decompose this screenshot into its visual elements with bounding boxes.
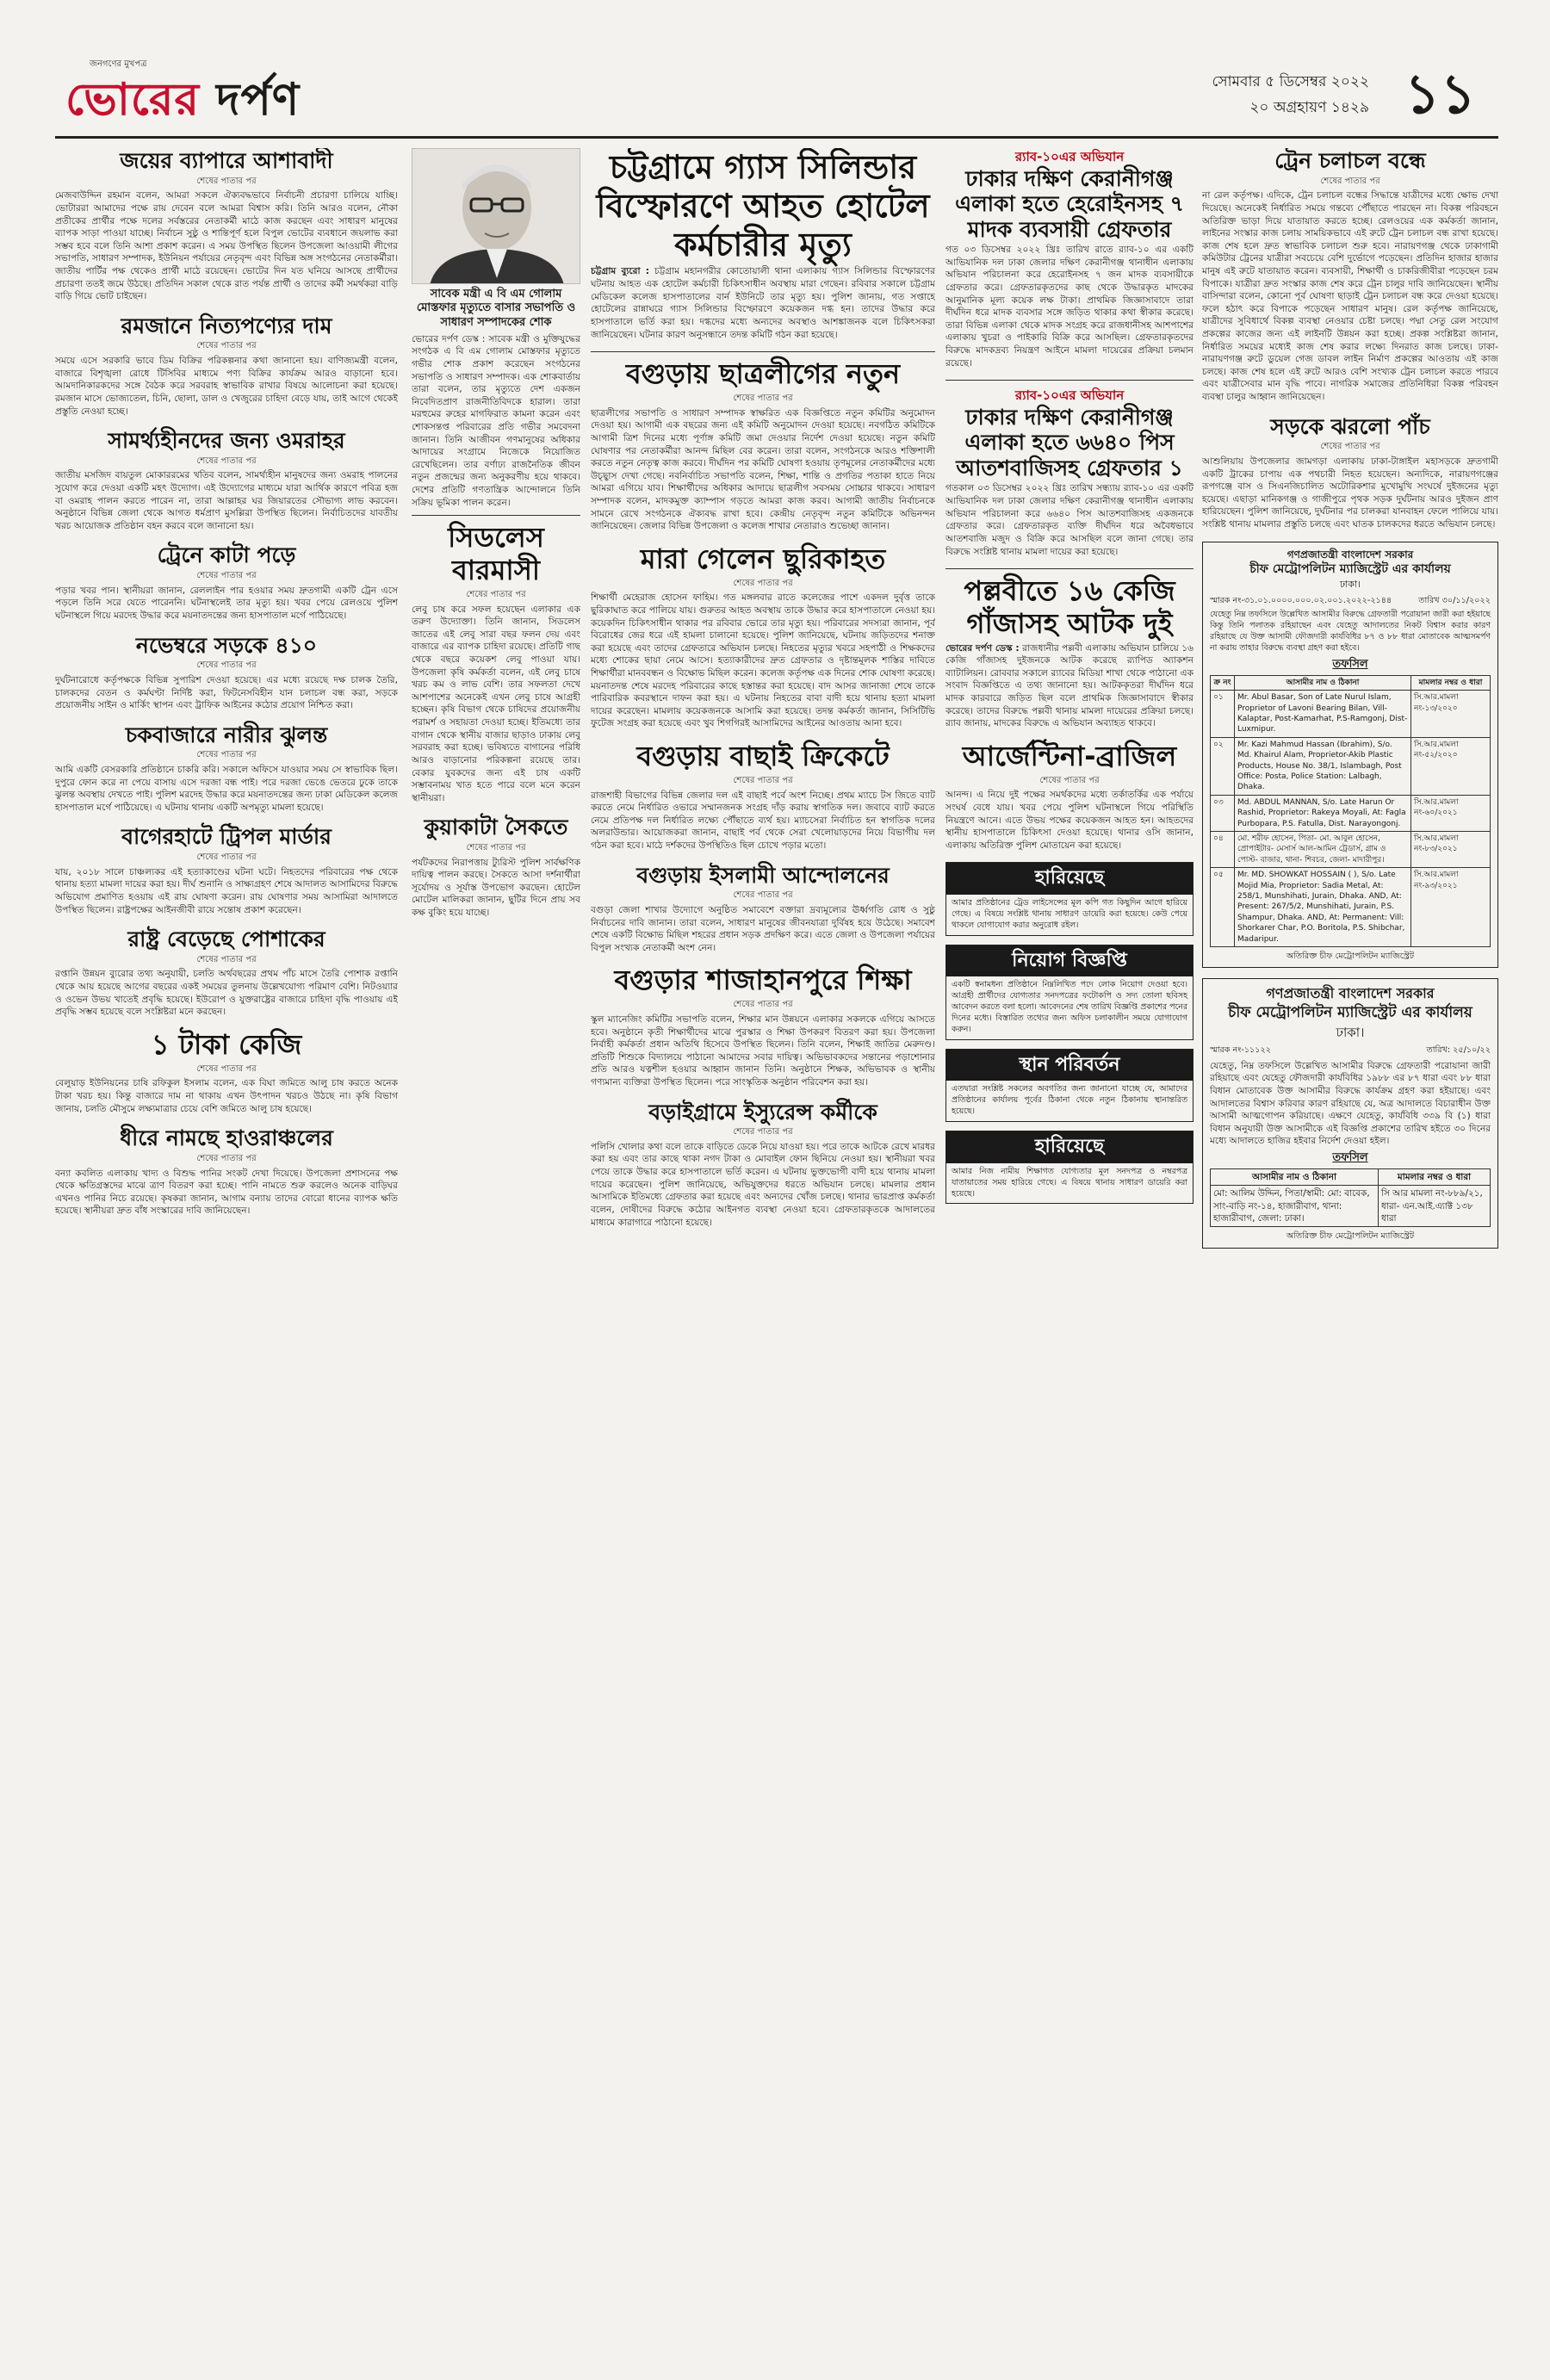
classified-ad-title: হারিয়েছে [946,1131,1193,1162]
notice-body: যেহেতু নিম্ন তফসিলে উল্লেখিত আসামীর বিরুদ্ধে গ্রেফতারী পরোয়ানা জারী করা হইয়াছে কিন্তু তিনি পলাতক রহিয়াছেন এবং যেহেতু আদালতের নিকট বিশ্বাস করার কারণ রহিয়াছে যে উক্ত আসামী ফৌজদারী কার্যবিধির ৮৭ ও ৮৮ ধারা মোতাবেক আত্মসমর্পণ না করায় তাহার বিরুদ্ধে ব্যবস্থা গ্রহণ করা হইবে। [1210,609,1491,653]
column-4 [946,148,1194,2352]
table-header-row [1211,675,1491,690]
masthead-tagline: জনগণের মুখপত্র [90,59,147,69]
continuation-label: শেষের পাতার পর [196,1153,257,1163]
article-headline: চকবাজারে নারীর ঝুলন্ত [125,722,328,747]
table-row [1211,795,1491,831]
table-cell: ০৪ [1211,831,1235,867]
table-cell: ০২ [1211,737,1235,795]
article [591,964,935,1088]
article-headline: বগুড়ার শাজাহানপুরে শিক্ষা [614,964,912,997]
article-body: পড়ার খবর পান। স্থানীয়রা জানান, রেললাইন পার হওয়ার সময় দ্রুতগামী একটি ট্রেন এসে পড়লে তিনি সরে যেতে পারেননি। ঘটনাস্থলেই তার মৃত্যু হয়। খবর পেয়ে রেলওয়ে পুলিশ ঘটনাস্থলে গিয়ে মরদেহ উদ্ধার করে ময়নাতদন্তের জন্য হাসপাতাল মর্গে পাঠিয়েছে। [55,585,398,621]
continuation-label: শেষের পাতার পর [196,176,257,186]
article [1202,414,1498,531]
article-headline: ঢাকার দক্ষিণ কেরানীগঞ্জ এলাকা হতে ৬৬৪০ পিস আতশবাজিসহ গ্রেফতার ১ [956,404,1183,480]
classified-ad-title: নিয়োগ বিজ্ঞপ্তি [946,945,1193,976]
table-cell: Mr. Abul Basar, Son of Late Nurul Islam, Proprietor of Lavoni Bearing Bilan, Vill- Kalaptar, Post-Kamarhat, P.S-Ramgonj, Dist-Luxmipur. [1235,691,1411,738]
article-headline: পল্লবীতে ১৬ কেজি গাঁজাসহ আটক দুই [964,574,1175,640]
article-body: আনন্দ। এ নিয়ে দুই পক্ষের সমর্থকদের মধ্যে তর্কাতর্কির এক পর্যায়ে সংঘর্ষ বেধে যায়। খবর পেয়ে পুলিশ ঘটনাস্থলে গিয়ে পরিস্থিতি নিয়ন্ত্রণে আনে। এতে উভয় পক্ষের কয়েকজন আহত হন। আহতদের স্থানীয় হাসপাতালে চিকিৎসা দেওয়া হয়েছে। থানার ওসি জানান, এলাকায় অতিরিক্ত পুলিশ মোতায়েন করা হয়েছে। [946,790,1194,851]
continuation-label: শেষের পাতার পর [196,852,257,862]
article-kicker: র‍্যাব-১০এর অভিযান [1014,149,1125,164]
divider [946,568,1194,569]
article-body: আশুলিয়ায় উপজেলার জামগড়া এলাকায় ঢাকা-টাঙ্গাইল মহাসড়কে দ্রুতগামী একটি ট্রাকের চাপায় এক পথচারী নিহত হয়েছেন। অন্যদিকে, নারায়ণগঞ্জের রূপগঞ্জে বাস ও সিএনজিচালিত অটোরিকশার মুখোমুখি সংঘর্ষে দুইজনের মৃত্যু হয়েছে। এছাড়া মানিকগঞ্জ ও গাজীপুরে পৃথক সড়ক দুর্ঘটনায় আরও দুইজন প্রাণ হারিয়েছেন। পুলিশ জানিয়েছে, দুর্ঘটনার পর চালকরা যানবাহন ফেলে পালিয়ে যায়। সংশ্লিষ্ট থানায় মামলার প্রস্তুতি চলছে এবং ঘাতক চালকদের ধরতে অভিযান চলছে। [1202,456,1498,530]
table-cell: সি.আর.মামলা নং-৬০/২০২১ [1411,795,1491,831]
column-header: মামলার নম্বর ও ধারা [1379,1168,1491,1185]
column-header: ক্র নং [1211,675,1235,690]
article [1202,148,1498,404]
article-body: বেলুয়াড় ইউনিয়নের চাষি রফিকুল ইসলাম বলেন, এক বিঘা জমিতে আলু চাষ করতে অনেক টাকা খরচ হয়। কিন্তু বাজারে দাম না থাকায় এখন উৎপাদন খরচও উঠছে না। কৃষি বিভাগ জানায়, চলতি মৌসুমে লক্ষ্যমাত্রার চেয়ে বেশি জমিতে আলু চাষ হয়েছে। [55,1078,398,1114]
table-cell: সি.আর.মামলা নং-১৩/২০২০ [1411,691,1491,738]
continuation-label: শেষের পাতার পর [1039,775,1100,785]
column-header: আসামীর নাম ও ঠিকানা [1211,1168,1379,1185]
article-body: রাজশাহী বিভাগের বিভিন্ন জেলার দল এই বাছাই পর্বে অংশ নিচ্ছে। প্রথম ম্যাচে টস জিতে ব্যাট করতে নেমে নির্ধারিত ওভারে সম্মানজনক সংগ্রহ দাঁড় করায় স্বাগতিক দল। জবাবে ব্যাট করতে নেমে প্রতিপক্ষ দল নির্ধারিত লক্ষ্যে পৌঁছাতে ব্যর্থ হয়। ম্যাচসেরা নির্বাচিত হন স্বাগতিক দলের অলরাউন্ডার। আয়োজকরা জানান, বাছাই পর্ব থেকে সেরা খেলোয়াড়দের নিয়ে বিভাগীয় দল গঠন করা হবে। মাঠে দর্শকদের উপস্থিতিও ছিল চোখে পড়ার মতো। [591,790,935,852]
photo-block [412,148,580,509]
article-headline: বগুড়ায় বাছাই ক্রিকেটে [636,740,890,773]
article-headline: কুয়াকাটা সৈকতে [424,815,568,840]
table-cell: Mr. MD. SHOWKAT HOSSAIN ( ), S/o. Late Mojid Mia, Proprietor: Sadia Metal, At: 258/1, Munshihati, Jurain, Dhaka. AND, At: Present: 267/5/2, Munshihati, Jurain, P.S. Shampur, Dhaka. AND, At: Permanent: Vill: Shorkarer Char, P.O. Boritola, P.S. Shibchar, Madaripur. [1235,868,1411,947]
article-headline: বড়াইগ্রামে ইস্যুরেন্স কর্মীকে [648,1099,877,1125]
classified-ad-title: হারিয়েছে [946,863,1193,894]
notice-memo-number: স্মারক নং-১১১২২ [1210,1045,1271,1056]
table-cell: ০১ [1211,691,1235,738]
logo-part-a: ভোরের [65,73,201,126]
masthead-date-gregorian: সোমবার ৫ ডিসেম্বর ২০২২ [1212,73,1369,90]
continuation-label: শেষের পাতার পর [196,570,257,580]
continuation-label: শেষের পাতার পর [196,456,257,466]
notice-office: চীফ মেট্রোপলিটন ম্যাজিস্ট্রেট এর কার্যালয় [1228,1004,1472,1022]
table-cell: সি.আর.মামলা নং-৫২/২০২০ [1411,737,1491,795]
article-body: গত ০৩ ডিসেম্বর ২০২২ খ্রিঃ তারিখ রাতে র‍্যাব-১০ এর একটি আভিযানিক দল ঢাকা জেলার দক্ষিণ কেরানীগঞ্জ থানাধীন এলাকায় অভিযান পরিচালনা করে হেরোইনসহ ৭ জন মাদক ব্যবসায়ীকে গ্রেফতার করে। গ্রেফতারকৃতদের কাছ থেকে উদ্ধারকৃত মাদকের আনুমানিক মূল্য কয়েক লক্ষ টাকা। প্রাথমিক জিজ্ঞাসাবাদে তারা দীর্ঘদিন ধরে মাদক ব্যবসার সঙ্গে জড়িত থাকার কথা স্বীকার করেছে। তারা বিভিন্ন এলাকা থেকে মাদক সংগ্রহ করে রাজধানীসহ আশপাশের এলাকায় খুচরা ও পাইকারি বিক্রি করে আসছিল। গ্রেফতারকৃতদের বিরুদ্ধে মাদকদ্রব্য নিয়ন্ত্রণ আইনে মামলা দায়েরের প্রক্রিয়া চলমান রয়েছে। [946,245,1194,369]
article-text: রাজধানীর পল্লবী এলাকায় অভিযান চালিয়ে ১৬ কেজি গাঁজাসহ দুইজনকে আটক করেছে র‍্যাপিড অ্যাকশন ব্যাটালিয়ন। রোববার সকালে র‍্যাবের মিডিয়া শাখা থেকে পাঠানো এক সংবাদ বিজ্ঞপ্তিতে এ তথ্য জানানো হয়। আটককৃতরা দীর্ঘদিন ধরে মাদক কারবারে জড়িত ছিল বলে প্রাথমিক জিজ্ঞাসাবাদে স্বীকার করেছে। তাদের বিরুদ্ধে পল্লবী থানায় মামলা দায়েরের প্রক্রিয়া চলছে। র‍্যাব জানায়, মাদকের বিরুদ্ধে এ অভিযান অব্যাহত থাকবে। [946,642,1194,729]
article [591,741,935,852]
divider [946,380,1194,381]
notice-date: তারিখ: ২৫/১০/২২ [1426,1045,1491,1056]
continuation-label: শেষের পাতার পর [466,589,526,599]
classified-ad-body: আমার প্রতিষ্ঠানের ট্রেড লাইসেন্সের মূল কপি গত কিছুদিন আগে হারিয়ে গেছে। এ বিষয়ে সংশ্লিষ্ট থানায় সাধারণ ডায়েরি করা হয়েছে। কেউ পেয়ে থাকলে যোগাযোগ করার অনুরোধ রইল। [952,897,1187,930]
masthead-date-bangla: ২০ অগ্রহায়ণ ১৪২৯ [1249,99,1369,116]
article [412,522,580,804]
article [591,863,935,955]
portrait-illustration [412,149,580,284]
masthead [55,53,1498,139]
article [55,1125,398,1218]
classified-ad-body: এতদ্বারা সংশ্লিষ্ট সকলের অবগতির জন্য জানানো যাচ্ছে যে, আমাদের প্রতিষ্ঠানের কার্যালয় পূর্বের ঠিকানা থেকে নতুন ঠিকানায় স্থানান্তরিত হয়েছে। [952,1084,1187,1117]
article-body: পর্যটকদের নিরাপত্তায় ট্যুরিস্ট পুলিশ সার্বক্ষণিক দায়িত্ব পালন করছে। সৈকতে আসা দর্শনার্থীরা সূর্যোদয় ও সূর্যাস্ত উপভোগ করছেন। হোটেল মোটেল মালিকরা জানান, ছুটির দিনে প্রায় সব কক্ষ বুকিং হয়ে যাচ্ছে। [412,857,580,919]
article [55,1029,398,1115]
article-body: ছাত্রলীগের সভাপতি ও সাধারণ সম্পাদক স্বাক্ষরিত এক বিজ্ঞপ্তিতে নতুন কমিটির অনুমোদন দেওয়া হয়। আগামী এক বছরের জন্য এই কমিটি অনুমোদন দেওয়া হয়েছে। নবগঠিত কমিটিকে আগামী ত্রিশ দিনের মধ্যে পূর্ণাঙ্গ কমিটি জমা দেওয়ার নির্দেশ দেওয়া হয়েছে। নতুন কমিটি ঘোষণার পর নেতাকর্মীরা আনন্দ মিছিল বের করেন। তারা বলেন, সংগঠনকে আরও শক্তিশালী করতে নতুন নেতৃত্ব কাজ করবে। দীর্ঘদিন পর কমিটি ঘোষণা হওয়ায় তৃণমূলের নেতাকর্মীদের মধ্যে উচ্ছ্বাস দেখা গেছে। নবনির্বাচিত সভাপতি বলেন, শিক্ষা, শান্তি ও প্রগতির পতাকা হাতে নিয়ে আমরা এগিয়ে যাব। শিক্ষার্থীদের অধিকার আদায়ে ছাত্রলীগ সবসময় সোচ্চার থাকবে। সাধারণ সম্পাদক বলেন, মাদকমুক্ত ক্যাম্পাস গড়তে আমরা কাজ করব। আগামী জাতীয় নির্বাচনকে সামনে রেখে সংগঠনকে ঐক্যবদ্ধ রাখা হবে। কেন্দ্রীয় নেতৃবৃন্দ নতুন কমিটিকে অভিনন্দন জানিয়েছেন। জেলার বিভিন্ন উপজেলা ও কলেজ শাখার নেতারাও শুভেচ্ছা জানান। [591,407,935,532]
continuation-label: শেষের পাতার পর [196,341,257,351]
column-header: মামলার নম্বর ও ধারা [1411,675,1491,690]
article-headline: সিডলেস বারমাসী [448,521,544,587]
table-cell: মো. শরীফ হোসেন, পিতা- মো. আবুল হোসেন, প্রোপাইটার- মেসার্স আল-আমিন ট্রেডার্স, গ্রাম ও পোস্ট- বাজার, থানা- শিবচর, জেলা- মাদারীপুর। [1235,831,1411,867]
continuation-label: শেষের পাতার পর [196,750,257,760]
article [591,358,935,533]
classified-ad [946,1131,1194,1204]
article [946,575,1194,730]
column-2 [412,148,580,2352]
table-row [1211,737,1491,795]
table-row [1211,868,1491,947]
table-cell: সি.আর.মামলা নং-৮৩/২০২১ [1411,831,1491,867]
notice-signature: অতিরিক্ত চীফ মেট্রোপলিটন ম্যাজিস্ট্রেট [1286,951,1415,962]
article-headline: বগুড়ায় ছাত্রলীগের নতুন [625,357,901,391]
continuation-label: শেষের পাতার পর [733,1000,793,1010]
article-body: বগুড়া জেলা শাখার উদ্যোগে অনুষ্ঠিত সমাবেশে বক্তারা দ্রব্যমূল্যের ঊর্ধ্বগতি রোধ ও সুষ্ঠু নির্বাচনের দাবি জানান। তারা বলেন, সাধারণ মানুষের জীবনযাত্রা দুর্বিষহ হয়ে উঠেছে। সমাবেশ শেষে একটি বিক্ষোভ মিছিল শহরের প্রধান সড়ক প্রদক্ষিণ করে। এতে জেলা ও উপজেলা পর্যায়ের বিপুল সংখ্যক নেতাকর্মী অংশ নেন। [591,904,935,953]
article-body: মেজবাউদ্দিন রহমান বলেন, আমরা সকলে ঐক্যবদ্ধভাবে নির্বাচনী প্রচারণা চালিয়ে যাচ্ছি। ভোটাররা আমাদের পক্ষে রায় দেবেন বলে আমরা বিশ্বাস করি। তিনি আরও বলেন, নৌকা প্রতীকের প্রার্থীর পক্ষে দলের সর্বস্তরের নেতাকর্মী মাঠে কাজ করছেন এবং সাধারণ মানুষের ব্যাপক সাড়া পাওয়া যাচ্ছে। নির্বাচন সুষ্ঠু ও শান্তিপূর্ণ হলে বিপুল ভোটের ব্যবধানে জয়লাভ করা সম্ভব হবে বলে তিনি আশা প্রকাশ করেন। এ সময় উপস্থিত ছিলেন উপজেলা আওয়ামী লীগের সভাপতি, সাধারণ সম্পাদক, ইউনিয়ন পর্যায়ের নেতৃবৃন্দ এবং বিভিন্ন অঙ্গ সংগঠনের নেতাকর্মীরা। জাতীয় পার্টির পক্ষ থেকেও প্রার্থী মাঠে রয়েছেন। ভোটের দিন যত ঘনিয়ে আসছে প্রার্থীদের প্রচারণা ততই জমে উঠছে। প্রতিদিন সকাল থেকে রাত পর্যন্ত প্রার্থী ও তাদের কর্মী সমর্থকরা বাড়ি বাড়ি গিয়ে ভোট চাইছেন। [55,190,398,302]
notice-body: যেহেতু, নিম্ন তফসিলে উল্লেখিত আসামীর বিরুদ্ধে গ্রেফতারী পরোয়ানা জারী রহিয়াছে এবং যেহেতু ফৌজদারী কার্যবিধির ১৯৮৮ এর ৮৭ ধারা এবং ৮৮ ধারা বিধান মোতাবেক উক্ত আসামীর বিরুদ্ধে কার্যক্রম গ্রহণ করা হইয়াছে। এবং আদালতের বিশ্বাস করিবার কারণ রহিয়াছে যে, অত্র আদালতে বিচারাধীন উক্ত আসামী আত্মগোপন করিয়াছে। এক্ষণে যেহেতু, কার্যবিধি ৩৩৯ বি (১) ধারা বিধান অনুযায়ী উক্ত আসামীকে এই বিজ্ঞপ্তি প্রকাশের তারিখ হইতে ৩০ দিনের মধ্যে আদালতে হাজির হইবার নির্দেশ দেওয়া হইল। [1210,1060,1491,1147]
table-row [1211,1186,1491,1227]
article-headline: ট্রেনে কাটা পড়ে [157,542,296,568]
notice-office: চীফ মেট্রোপলিটন ম্যাজিস্ট্রেট এর কার্যালয় [1249,562,1451,577]
logo-part-b: দর্পণ [200,73,301,126]
article-body [946,642,1194,730]
continuation-label: শেষের পাতার পর [733,775,793,785]
article-headline: ১ টাকা কেজি [151,1027,302,1061]
notice-reference [1210,595,1491,606]
notice-government: গণপ্রজাতন্ত্রী বাংলাদেশ সরকার [1266,985,1435,1002]
masthead-rule [55,136,1498,139]
divider [591,351,935,352]
notice-table [1210,675,1491,947]
table-header-row [1211,1168,1491,1185]
article-body: জাতীয় মসজিদ বায়তুল মোকাররমের খতিব বলেন, সামর্থ্যহীন মানুষদের জন্য ওমরাহ পালনের সুযোগ করে দেওয়া একটি মহৎ উদ্যোগ। এই উদ্যোগের মাধ্যমে যারা আর্থিক কারণে পবিত্র হজ বা ওমরাহ পালন করতে পারেন না, তারা আল্লাহর ঘর জিয়ারতের সৌভাগ্য লাভ করবেন। অনুষ্ঠানে বিভিন্ন জেলা থেকে আগত ধর্মপ্রাণ মুসল্লিরা উপস্থিত ছিলেন। নির্বাচিতদের যাবতীয় খরচ আয়োজক প্রতিষ্ঠান বহন করবে বলে জানানো হয়। [55,470,398,531]
article-headline: রমজানে নিত্যপণ্যের দাম [121,313,332,338]
notice-city: ঢাকা। [1336,1024,1365,1040]
lead-headline: চট্টগ্রামে গ্যাস সিলিন্ডার বিস্ফোরণে আহত হোটেল কর্মচারীর মৃত্যু [596,148,930,263]
classified-ad-body: একটি স্বনামধন্য প্রতিষ্ঠানে নিম্নলিখিত পদে লোক নিয়োগ দেওয়া হবে। আগ্রহী প্রার্থীদের যোগ্যতার সনদপত্রের ফটোকপি ও সদ্য তোলা ছবিসহ আবেদন করতে বলা হলো। আবেদনের শেষ তারিখ বিজ্ঞপ্তি প্রকাশের পনের দিনের মধ্যে। বিস্তারিত তথ্যের জন্য অফিস চলাকালীন সময়ে যোগাযোগ করুন। [952,980,1187,1034]
classified-ad-title: স্থান পরিবর্তন [946,1050,1193,1081]
article-headline: রাষ্ট্র বেড়েছে পোশাকের [127,927,326,952]
article [55,722,398,815]
article-headline: আর্জেন্টিনা-ব্রাজিল [962,739,1177,772]
continuation-label: শেষের পাতার পর [1320,176,1380,186]
article [55,927,398,1019]
article-body: আমি একটি বেসরকারি প্রতিষ্ঠানে চাকরি করি। সকালে অফিসে যাওয়ার সময় সে স্বাভাবিক ছিল। দুপুরে ফোন করে না পেয়ে বাসায় এসে দরজা বন্ধ পাই। পরে দরজা ভেঙে ভেতরে ঢুকে তাকে ঝুলন্ত অবস্থায় দেখতে পাই। পুলিশ মরদেহ উদ্ধার করে ময়নাতদন্তের জন্য ঢাকা মেডিকেল কলেজ হাসপাতাল মর্গে পাঠিয়েছে। এ ঘটনায় থানায় একটি অপমৃত্যু মামলা হয়েছে। [55,765,398,813]
table-cell: ০৫ [1211,868,1235,947]
article [412,815,580,919]
article-headline: নভেম্বরে সড়কে ৪১০ [135,632,318,658]
lead-article [591,148,935,341]
photo-caption: সাবেক মন্ত্রী এ বি এম গোলাম মোস্তফার মৃত্যুতে বাসার সভাপতি ও সাধারণ সম্পাদকের শোক [416,288,576,329]
notice-date: তারিখ ৩০/১১/২০২২ [1418,595,1491,605]
notice-reference [1210,1044,1491,1056]
classified-ad [946,862,1194,935]
table-cell: সি আর মামলা নং-৮৮৯/২১, ধারা- এন.আই.এ্যাক্ট ১৩৮ ধারা [1379,1186,1491,1227]
continuation-label: শেষের পাতার পর [196,660,257,671]
article-body: শিক্ষার্থী মেহেরাজ হোসেন ফাহিম। গত মঙ্গলবার রাতে কলেজের পাশে একদল দুর্বৃত্ত তাকে ছুরিকাঘাত করে পালিয়ে যায়। গুরুতর আহত অবস্থায় তাকে উদ্ধার করে হাসপাতালে নেওয়া হয়। কয়েকদিন চিকিৎসাধীন থাকার পর রবিবার ভোরে তার মৃত্যু হয়। পরিবারের সদস্যরা জানান, পূর্ব বিরোধের জের ধরে এই হামলা চালানো হয়েছে। পুলিশ জানিয়েছে, ঘটনায় জড়িতদের শনাক্ত করা হয়েছে এবং তাদের গ্রেফতারে অভিযান চলছে। নিহতের মৃত্যুর খবরে সহপাঠী ও শিক্ষকদের মধ্যে শোকের ছায়া নেমে আসে। হত্যাকারীদের দ্রুত গ্রেফতার ও দৃষ্টান্তমূলক শাস্তির দাবিতে শিক্ষার্থীরা মানববন্ধন ও বিক্ষোভ মিছিল করেন। কলেজ কর্তৃপক্ষ এক দিনের শোক ঘোষণা করেছে। ময়নাতদন্ত শেষে মরদেহ পরিবারের কাছে হস্তান্তর করা হয়েছে। বাদ আসর জানাজা শেষে তাকে পারিবারিক কবরস্থানে দাফন করা হয়। এ ঘটনায় নিহতের বাবা বাদী হয়ে থানায় হত্যা মামলা দায়ের করেছেন। মামলায় কয়েকজনকে আসামি করা হয়েছে। তদন্ত কর্মকর্তা জানান, সিসিটিভি ফুটেজ সংগ্রহ করা হয়েছে এবং খুব শিগগিরই আসামিদের আইনের আওতায় আনা হবে। [591,592,935,729]
continuation-label: শেষের পাতার পর [733,1127,793,1137]
article-body: লেবু চাষ করে সফল হয়েছেন এলাকার এক তরুণ উদ্যোক্তা। তিনি জানান, সিডলেস জাতের এই লেবু সারা বছর ফলন দেয় এবং বাজারে এর ব্যাপক চাহিদা রয়েছে। প্রতিটি গাছ থেকে বছরে কয়েকশ লেবু পাওয়া যায়। উপজেলা কৃষি কর্মকর্তা বলেন, এই লেবু চাষে খরচ কম ও লাভ বেশি। তার সফলতা দেখে আশপাশের অনেকেই এখন লেবু চাষে আগ্রহী হচ্ছেন। কৃষি বিভাগ থেকে চাষিদের প্রয়োজনীয় পরামর্শ ও সহায়তা দেওয়া হচ্ছে। ইতিমধ্যে তার বাগান থেকে স্থানীয় বাজার ছাড়াও ঢাকায় লেবু সরবরাহ করা হচ্ছে। ভবিষ্যতে বাগানের পরিধি আরও বাড়ানোর পরিকল্পনা রয়েছে তার। বেকার যুবকদের জন্য এই চাষ একটি সম্ভাবনাময় খাত হতে পারে বলে মনে করেন স্থানীয়রা। [412,604,580,803]
article-body: সময়ে এসে সরকারি ভাবে ডিম বিক্রির পরিকল্পনার কথা জানানো হয়। বাণিজ্যমন্ত্রী বলেন, বাজারে বিশৃঙ্খলা রোধে টিসিবির মাধ্যমে পণ্য বিক্রির কার্যক্রম আরও বাড়ানো হবে। আমদানিকারকদের সঙ্গে বৈঠক করে সরবরাহ স্বাভাবিক রাখার বিষয়ে আলোচনা করা হয়েছে। রমজান মাসে ভোজ্যতেল, চিনি, ছোলা, ডাল ও খেজুরের চাহিদা বেড়ে যায়, তাই আগে থেকেই প্রস্তুতি নেওয়া হচ্ছে। [55,356,398,417]
court-notice [1202,542,1498,969]
article-headline: ট্রেন চলাচল বন্ধে [1274,148,1426,173]
notice-memo-number: স্মারক নং-৩১.০১.০০০০.০০০.০২.০০১.২০২২-২১৪৪ [1210,595,1392,605]
continuation-label: শেষের পাতার পর [196,1063,257,1074]
article [946,148,1194,369]
dateline: চট্টগ্রাম ব্যুরো : [591,266,649,277]
table-cell: সি.আর.মামলা নং-৯৩/২০২১ [1411,868,1491,947]
article-body: দুর্ঘটনারোধে কর্তৃপক্ষকে বিভিন্ন সুপারিশ দেওয়া হয়েছে। এর মধ্যে রয়েছে দক্ষ চালক তৈরি, চালকদের বেতন ও কর্মঘণ্টা নির্দিষ্ট করা, ফিটনেসবিহীন যান চলাচল বন্ধ করা, সড়কে প্রয়োজনীয় সাইন ও মার্কিং স্থাপন এবং ট্রাফিক আইনের কঠোর প্রয়োগ নিশ্চিত করা। [55,674,398,711]
article [55,824,398,916]
article-body: পলিসি খোলার কথা বলে তাকে বাড়িতে ডেকে নিয়ে যাওয়া হয়। পরে তাকে আটকে রেখে মারধর করা হয় এবং তার কাছে থাকা নগদ টাকা ও মোবাইল ফোন ছিনিয়ে নেওয়া হয়। স্থানীয়রা খবর পেয়ে তাকে উদ্ধার করে হাসপাতালে ভর্তি করেন। এ ঘটনায় ভুক্তভোগী বাদী হয়ে থানায় মামলা দায়ের করেছেন। পুলিশ জানিয়েছে, অভিযুক্তদের ধরতে অভিযান চলছে। মামলার প্রধান আসামিকে ইতিমধ্যে গ্রেফতার করা হয়েছে এবং অন্যদের খোঁজ চলছে। থানার ভারপ্রাপ্ত কর্মকর্তা বলেন, দোষীদের বিরুদ্ধে কঠোর আইনগত ব্যবস্থা নেওয়া হবে। গ্রেফতারকৃতকে আদালতের মাধ্যমে কারাগারে পাঠানো হয়েছে। [591,1141,935,1228]
column-1 [55,148,398,2352]
notice-schedule-heading: তফসিল [1332,1150,1368,1164]
continuation-label: শেষের পাতার পর [733,890,793,901]
article [55,148,398,303]
notice-government: গণপ্রজাতন্ত্রী বাংলাদেশ সরকার [1286,548,1414,561]
continuation-label: শেষের পাতার পর [733,393,793,403]
article-headline: ঢাকার দক্ষিণ কেরানীগঞ্জ এলাকা হতে হেরোইনসহ ৭ মাদক ব্যবসায়ী গ্রেফতার [955,165,1184,242]
article-body: না রেল কর্তৃপক্ষ। এদিকে, ট্রেন চলাচল বন্ধের সিদ্ধান্তে যাত্রীদের মধ্যে ক্ষোভ দেখা দিয়েছে। অনেকেই নির্ধারিত সময়ে গন্তব্যে পৌঁছাতে পারছেন না। বিকল্প পরিবহনে অতিরিক্ত ভাড়া দিয়ে যাতায়াত করতে হচ্ছে। রেলওয়ের এক কর্মকর্তা জানান, লাইনের সংস্কার কাজ চলায় সাময়িকভাবে এই রুটে ট্রেন চলাচল বন্ধ রাখা হয়েছে। কাজ শেষ হলে দ্রুত স্বাভাবিক চলাচল শুরু হবে। নারায়ণগঞ্জ থেকে ঢাকাগামী কমিউটার ট্রেনের যাত্রীরা সবচেয়ে বেশি দুর্ভোগে পড়েছেন। প্রতিদিন হাজার হাজার মানুষ এই রুটে যাতায়াত করেন। ব্যবসায়ী, শিক্ষার্থী ও চাকরিজীবীরা পড়েছেন চরম বিপাকে। যাত্রীরা দ্রুত সংস্কার কাজ শেষ করে ট্রেন চালুর দাবি জানিয়েছেন। স্থানীয় বাসিন্দারা বলেন, কোনো পূর্ব ঘোষণা ছাড়াই ট্রেন চলাচল বন্ধ করে দেওয়া হয়েছে। ফলে হঠাৎ করে বিপাকে পড়েছেন সাধারণ মানুষ। রেল কর্তৃপক্ষ জানিয়েছে, যাত্রীদের সুবিধার্থে বিকল্প ব্যবস্থা নেওয়ার চেষ্টা চলছে। পদ্মা সেতু রেল সংযোগ প্রকল্পের কাজের জন্য এই লাইনটি উন্নয়ন করা হচ্ছে। প্রকল্প সংশ্লিষ্টরা জানান, নির্ধারিত সময়ের মধ্যেই কাজ শেষ করার লক্ষ্যে দিনরাত কাজ চলছে। ঢাকা-নারায়ণগঞ্জ রুটে ডুয়েল গেজ ডাবল লাইন নির্মাণ প্রকল্পের আওতায় এই কাজ চলছে। কাজ শেষ হলে এই রুটে আরও বেশি সংখ্যক ট্রেন চলাচল করতে পারবে এবং যাত্রীসেবার মান বৃদ্ধি পাবে। নাগরিক সমাজের প্রতিনিধিরা বিকল্প পরিবহন ব্যবস্থা চালুর আহ্বান জানিয়েছেন। [1202,190,1498,403]
article-text: চট্টগ্রাম মহানগরীর কোতোয়ালী থানা এলাকায় গ্যাস সিলিন্ডার বিস্ফোরণের ঘটনায় আহত এক হোটেল কর্মচারী চিকিৎসাধীন অবস্থায় মারা গেছেন। রবিবার সকালে চট্টগ্রাম মেডিকেল কলেজ হাসপাতালের বার্ন ইউনিটে তার মৃত্যু হয়। পুলিশ জানায়, গত সপ্তাহে হোটেলের রান্নাঘরে গ্যাস সিলিন্ডার বিস্ফোরণে কয়েকজন দগ্ধ হন। তাদের উদ্ধার করে হাসপাতালে ভর্তি করা হয়। দগ্ধদের মধ্যে অন্যদের অবস্থাও আশঙ্কাজনক বলে চিকিৎসকরা জানিয়েছেন। ঘটনার কারণ অনুসন্ধানে তদন্ত কমিটি গঠন করা হয়েছে। [591,266,935,340]
table-cell: Md. ABDUL MANNAN, S/o. Late Harun Or Rashid, Proprietor: Rakeya Moyali, At: Fagla Purbopara, P.S. Fatulla, Dist. Narayongonj. [1235,795,1411,831]
article-kicker: র‍্যাব-১০এর অভিযান [1014,387,1125,404]
notice-table [1210,1168,1491,1227]
article-body: ভোরের দর্পণ ডেস্ক : সাবেক মন্ত্রী ও মুক্তিযুদ্ধের সংগঠক এ বি এম গোলাম মোস্তফার মৃত্যুতে গভীর শোক প্রকাশ করেছেন সংগঠনের সভাপতি ও সাধারণ সম্পাদক। এক শোকবার্তায় তারা বলেন, তার মৃত্যুতে দেশ একজন নিবেদিতপ্রাণ রাজনীতিবিদকে হারাল। তারা মরহুমের রুহের মাগফিরাত কামনা করেন এবং শোকসন্তপ্ত পরিবারের প্রতি গভীর সমবেদনা জানান। তিনি আজীবন গণমানুষের অধিকার আদায়ের সংগ্রামে নিজেকে নিয়োজিত রেখেছিলেন। তার বর্ণাঢ্য রাজনৈতিক জীবন নতুন প্রজন্মের জন্য অনুকরণীয় হয়ে থাকবে। দেশের প্রতিটি গণতান্ত্রিক আন্দোলনে তিনি সক্রিয় ভূমিকা পালন করেন। [412,333,580,508]
divider [412,515,580,516]
continuation-label: শেষের পাতার পর [733,578,793,588]
article-body: গতকাল ০৩ ডিসেম্বর ২০২২ খ্রিঃ তারিখ সন্ধ্যায় র‍্যাব-১০ এর একটি আভিযানিক দল ঢাকা জেলার দক্ষিণ কেরানীগঞ্জ থানাধীন এলাকায় অভিযান পরিচালনা করে ৬৬৪০ পিস আতশবাজিসহ একজনকে গ্রেফতার করে। গ্রেফতারকৃত ব্যক্তি দীর্ঘদিন ধরে অবৈধভাবে আতশবাজি মজুদ ও বিক্রি করে আসছিল বলে জানা গেছে। তার বিরুদ্ধে সংশ্লিষ্ট থানায় মামলা দায়ের করা হয়েছে। [946,483,1194,557]
continuation-label: শেষের পাতার পর [196,954,257,964]
article [591,543,935,730]
article [946,387,1194,558]
notice-schedule-heading: তফসিল [1332,657,1368,671]
classified-ad [946,1049,1194,1122]
table-row [1211,691,1491,738]
table-row [1211,831,1491,867]
newspaper-logo [65,69,300,131]
classified-ad [946,945,1194,1040]
article [55,633,398,712]
column-5 [1202,148,1498,2352]
table-cell: Mr. Kazi Mahmud Hassan (Ibrahim), S/o. Md. Khairul Alam, Proprietor-Akib Plastic Products, House No. 38/1, Islambagh, Post Office: Posta, Police Station: Lalbagh, Dhaka. [1235,737,1411,795]
page-number: ১১ [1404,62,1476,127]
article-headline: সড়কে ঝরলো পাঁচ [1270,413,1430,439]
article-body: স্কুল ম্যানেজিং কমিটির সভাপতি বলেন, শিক্ষার মান উন্নয়নে এলাকার সকলকে এগিয়ে আসতে হবে। অনুষ্ঠানে কৃতী শিক্ষার্থীদের মাঝে পুরস্কার ও শিক্ষা উপকরণ বিতরণ করা হয়। উপজেলা নির্বাহী কর্মকর্তা প্রধান অতিথি হিসেবে উপস্থিত ছিলেন। তিনি বলেন, শিক্ষাই জাতির মেরুদণ্ড। প্রতিটি শিশুকে বিদ্যালয়ে পাঠানো আমাদের সবার দায়িত্ব। অভিভাবকদের সন্তানের পড়াশোনার প্রতি আরও যত্নশীল হওয়ার আহ্বান জানান তিনি। অনুষ্ঠানে শিক্ষক, অভিভাবক ও স্থানীয় গণ্যমান্য ব্যক্তিরা উপস্থিত ছিলেন। পরে সাংস্কৃতিক অনুষ্ঠান পরিবেশন করা হয়। [591,1013,935,1088]
article [55,428,398,532]
column-header: আসামীর নাম ও ঠিকানা [1235,675,1411,690]
portrait-photo [412,148,580,284]
court-notice [1202,978,1498,1248]
article-headline: বাগেরহাটে ট্রিপল মার্ডার [121,824,332,850]
table-cell: মো: আলিম উদ্দিন, পিতা/স্বামী: মো: বাবেক, সাং-বাড়ি নং-১৪, হাজারীবাগ, থানা: হাজারীবাগ, জেলা: ঢাকা। [1211,1186,1379,1227]
dateline: ভোরের দর্পণ ডেস্ক : [946,642,1020,654]
table-cell: ০৩ [1211,795,1235,831]
article-body [591,265,935,341]
article [946,741,1194,852]
classified-ad-body: আমার নিজ নামীয় শিক্ষাগত যোগ্যতার মূল সনদপত্র ও নম্বরপত্র যাতায়াতের সময় হারিয়ে গেছে। এ বিষয়ে থানায় সাধারণ ডায়েরি করা হয়েছে। [952,1166,1187,1199]
article-headline: মারা গেলেন ছুরিকাহত [640,542,886,575]
article-headline: ধীরে নামছে হাওরাঞ্চলের [120,1125,333,1151]
notice-city: ঢাকা। [1339,579,1361,591]
article-headline: জয়ের ব্যাপারে আশাবাদী [120,148,333,173]
article-body: যায়, ২০১৮ সালে চাঞ্চল্যকর এই হত্যাকাণ্ডের ঘটনা ঘটে। নিহতদের পরিবারের পক্ষ থেকে থানায় হত্যা মামলা দায়ের করা হয়। দীর্ঘ শুনানি ও সাক্ষ্যগ্রহণ শেষে আদালত আসামিদের বিরুদ্ধে অভিযোগ প্রমাণিত হওয়ায় এই রায় ঘোষণা করেন। রায় ঘোষণার সময় আসামিরা আদালতে উপস্থিত ছিলেন। রাষ্ট্রপক্ষের আইনজীবী রায়ে সন্তোষ প্রকাশ করেছেন। [55,866,398,915]
article [55,313,398,418]
article-body: বন্যা কবলিত এলাকায় খাদ্য ও বিশুদ্ধ পানির সংকট দেখা দিয়েছে। উপজেলা প্রশাসনের পক্ষ থেকে ক্ষতিগ্রস্তদের মাঝে ত্রাণ বিতরণ করা হচ্ছে। পানি নামতে শুরু করলেও অনেক বাড়িঘর এখনও পানির নিচে রয়েছে। কৃষকরা জানান, আগাম বন্যায় তাদের বোরো ধানের ব্যাপক ক্ষতি হয়েছে। স্থানীয়রা দ্রুত বাঁধ সংস্কারের দাবি জানিয়েছেন। [55,1168,398,1217]
article [55,542,398,622]
notice-signature: অতিরিক্ত চীফ মেট্রোপলিটন ম্যাজিস্ট্রেট [1286,1231,1415,1242]
continuation-label: শেষের পাতার পর [1320,442,1380,452]
article-body: রপ্তানি উন্নয়ন ব্যুরোর তথ্য অনুযায়ী, চলতি অর্থবছরের প্রথম পাঁচ মাসে তৈরি পোশাক রপ্তানি থেকে আয় হয়েছে আগের বছরের একই সময়ের তুলনায় উল্লেখযোগ্য পরিমাণ বেশি। নিটওয়্যার ও ওভেন উভয় খাতেই প্রবৃদ্ধি হয়েছে। ইউরোপ ও যুক্তরাষ্ট্রের বাজারে চাহিদা বৃদ্ধি পাওয়ায় এই প্রবৃদ্ধি সম্ভব হয়েছে বলে সংশ্লিষ্টরা মনে করছেন। [55,969,398,1018]
column-3 [591,148,935,2352]
continuation-label: শেষের পাতার পর [466,842,526,852]
article-headline: সামর্থ্যহীনদের জন্য ওমরাহর [108,428,345,454]
article-headline: বগুড়ায় ইসলামী আন্দোলনের [636,862,890,888]
article [591,1100,935,1230]
